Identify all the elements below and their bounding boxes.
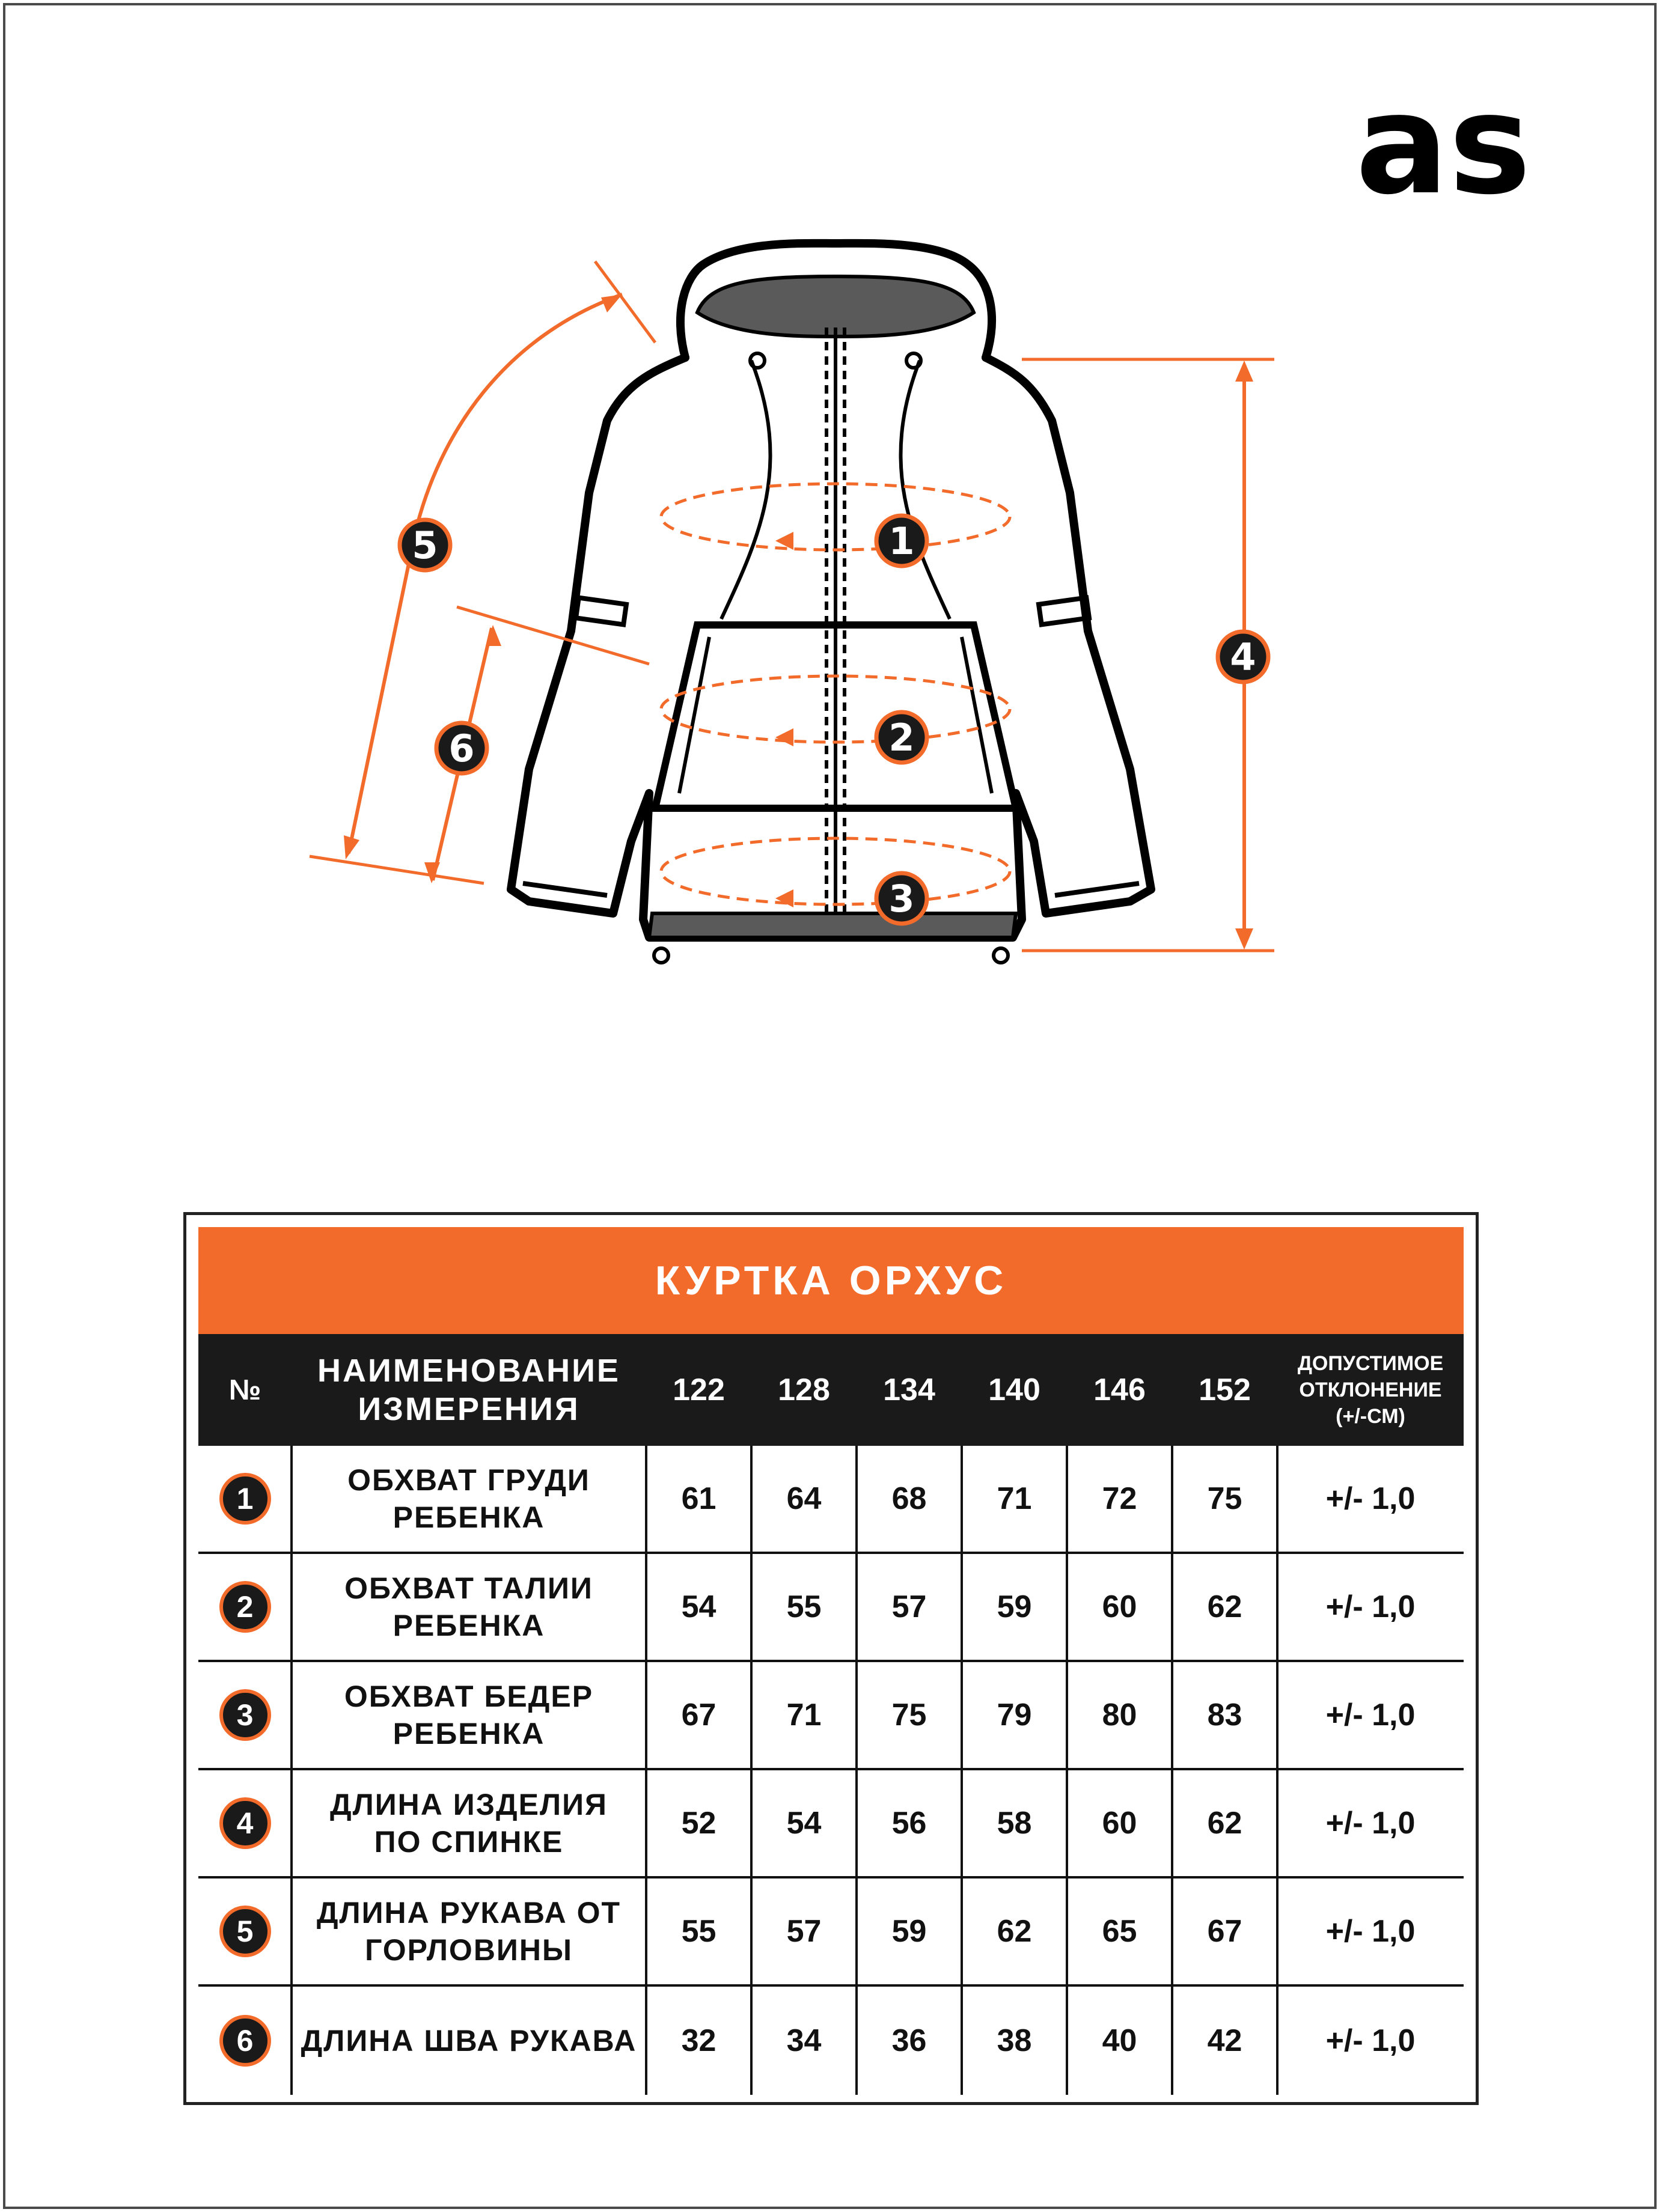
table-header-row (198, 1334, 1464, 1446)
header-tol-line1: ДОПУСТИМОЕ (1297, 1352, 1444, 1375)
size-value-cell: 57 (891, 1589, 927, 1624)
svg-text:6: 6 (448, 727, 475, 770)
row-number-badge: 3 (219, 1689, 271, 1741)
size-value-cell: 55 (786, 1589, 822, 1624)
size-value-cell: 57 (786, 1914, 822, 1949)
row-number-cell (198, 1987, 292, 2095)
size-value-cell: 79 (997, 1698, 1032, 1732)
size-table (183, 1212, 1479, 2105)
header-tol-line3: (+/-СМ) (1336, 1405, 1405, 1428)
size-value-cell: 34 (786, 2023, 822, 2058)
row-number-badge: 1 (219, 1473, 271, 1525)
tolerance-cell: +/- 1,0 (1325, 1914, 1416, 1949)
table-row (198, 1662, 1464, 1770)
size-value-cell: 71 (786, 1698, 822, 1732)
table-grid-line (750, 1446, 753, 2095)
table-grid-line (645, 1446, 647, 2095)
header-name-line2: ИЗМЕРЕНИЯ (358, 1391, 580, 1427)
measurement-name-line: ДЛИНА ИЗДЕЛИЯ (330, 1788, 608, 1821)
size-value-cell: 54 (786, 1806, 822, 1841)
jacket-diagram (0, 0, 1662, 1082)
measurement-name-line: РЕБЕНКА (393, 1501, 545, 1534)
measurement-name-line: ДЛИНА РУКАВА ОТ (316, 1896, 622, 1930)
row-number-badge: 4 (219, 1797, 271, 1849)
size-value-cell: 59 (997, 1589, 1032, 1624)
header-name-line1: НАИМЕНОВАНИЕ (317, 1353, 620, 1389)
jacket-details (523, 276, 1139, 963)
measurement-name-cell (292, 1554, 646, 1660)
size-value-cell: 32 (681, 2023, 716, 2058)
table-row (198, 1554, 1464, 1662)
svg-text:2: 2 (888, 716, 915, 760)
measurement-name-cell (292, 1446, 646, 1552)
table-row (198, 1770, 1464, 1878)
size-value-cell: 62 (997, 1914, 1032, 1949)
size-value-cell: 72 (1102, 1481, 1137, 1516)
measurement-name-cell (292, 1662, 646, 1768)
jacket-outline (511, 243, 1151, 937)
measurement-name-line: ПО СПИНКЕ (374, 1825, 564, 1859)
row-number-cell (198, 1554, 292, 1660)
size-value-cell: 56 (891, 1806, 927, 1841)
table-row (198, 1446, 1464, 1554)
header-size-152: 152 (1199, 1373, 1251, 1407)
measurement-name-line: ОБХВАТ ГРУДИ (347, 1463, 590, 1497)
table-grid-line (1171, 1446, 1173, 2095)
svg-text:4: 4 (1230, 635, 1256, 679)
row-number-cell (198, 1662, 292, 1768)
badge-1 (876, 516, 927, 566)
size-value-cell: 40 (1102, 2023, 1137, 2058)
header-measurement-name (292, 1334, 646, 1446)
table-title: КУРТКА ОРХУС (198, 1227, 1464, 1334)
row-number-cell (198, 1878, 292, 1984)
measurement-name-line: ОБХВАТ БЕДЕР (344, 1680, 594, 1713)
size-value-cell: 58 (997, 1806, 1032, 1841)
size-value-cell: 75 (891, 1698, 927, 1732)
size-value-cell: 38 (997, 2023, 1032, 2058)
measurement-name-cell (292, 1987, 646, 2095)
tolerance-cell: +/- 1,0 (1325, 2023, 1416, 2058)
header-number: № (228, 1374, 261, 1406)
tolerance-cell: +/- 1,0 (1325, 1589, 1416, 1624)
svg-text:3: 3 (888, 877, 915, 921)
size-value-cell: 67 (681, 1698, 716, 1732)
size-value-cell: 80 (1102, 1698, 1137, 1732)
row-number-cell (198, 1770, 292, 1876)
table-row (198, 1878, 1464, 1987)
row-number-cell (198, 1446, 292, 1552)
table-grid-line (1066, 1446, 1068, 2095)
table-row (198, 1987, 1464, 2095)
row-number-badge: 6 (219, 2015, 271, 2067)
measurement-name-line: ДЛИНА ШВА РУКАВА (301, 2024, 637, 2058)
size-value-cell: 61 (681, 1481, 716, 1516)
tolerance-cell: +/- 1,0 (1325, 1481, 1416, 1516)
svg-text:5: 5 (412, 523, 438, 567)
measurement-lines (310, 261, 1274, 951)
size-value-cell: 65 (1102, 1914, 1137, 1949)
table-grid-line (961, 1446, 963, 2095)
size-value-cell: 59 (891, 1914, 927, 1949)
badge-6 (436, 723, 487, 773)
header-size-140: 140 (988, 1373, 1040, 1407)
tolerance-cell: +/- 1,0 (1325, 1698, 1416, 1732)
size-value-cell: 67 (1207, 1914, 1242, 1949)
table-grid-line (290, 1446, 293, 2095)
size-value-cell: 42 (1207, 2023, 1242, 2058)
badge-2 (876, 712, 927, 763)
size-value-cell: 55 (681, 1914, 716, 1949)
measurement-name-cell (292, 1878, 646, 1984)
badge-3 (876, 873, 927, 924)
size-value-cell: 71 (997, 1481, 1032, 1516)
measurement-name-line: РЕБЕНКА (393, 1609, 545, 1642)
size-value-cell: 83 (1207, 1698, 1242, 1732)
tolerance-cell: +/- 1,0 (1325, 1806, 1416, 1841)
size-value-cell: 64 (786, 1481, 822, 1516)
measurement-name-cell (292, 1770, 646, 1876)
table-body (198, 1446, 1464, 2096)
header-tol-line2: ОТКЛОНЕНИЕ (1299, 1379, 1442, 1401)
row-number-badge: 5 (219, 1906, 271, 1957)
brand-logo-text: as (1355, 90, 1532, 204)
measurement-name-line: РЕБЕНКА (393, 1717, 545, 1750)
size-value-cell: 68 (891, 1481, 927, 1516)
header-size-146: 146 (1093, 1373, 1146, 1407)
table-grid-line (1276, 1446, 1279, 2095)
size-value-cell: 36 (891, 2023, 927, 2058)
size-value-cell: 52 (681, 1806, 716, 1841)
size-value-cell: 75 (1207, 1481, 1242, 1516)
badge-5 (400, 520, 450, 570)
header-size-134: 134 (883, 1373, 935, 1407)
header-size-122: 122 (673, 1373, 725, 1407)
size-value-cell: 60 (1102, 1806, 1137, 1841)
sleeve-bottom-guide (310, 856, 484, 883)
measurement-name-line: ОБХВАТ ТАЛИИ (344, 1571, 593, 1605)
size-value-cell: 60 (1102, 1589, 1137, 1624)
measurement-name-line: ГОРЛОВИНЫ (365, 1933, 573, 1967)
size-value-cell: 54 (681, 1589, 716, 1624)
header-tolerance (1277, 1334, 1464, 1446)
badge-4 (1218, 632, 1268, 682)
table-grid-line (855, 1446, 858, 2095)
row-number-badge: 2 (219, 1581, 271, 1633)
svg-text:1: 1 (888, 519, 915, 563)
size-value-cell: 62 (1207, 1589, 1242, 1624)
size-value-cell: 62 (1207, 1806, 1242, 1841)
header-size-128: 128 (778, 1373, 830, 1407)
